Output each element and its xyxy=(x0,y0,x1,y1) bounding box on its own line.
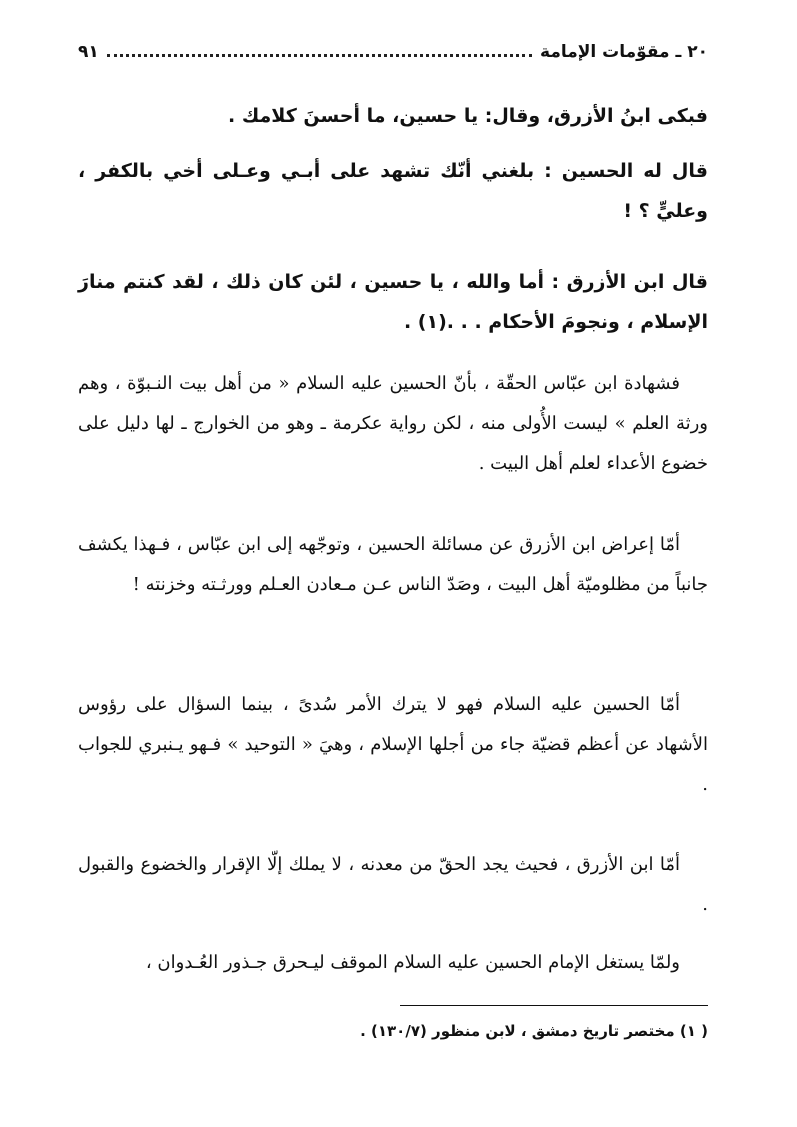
header-dot-leader xyxy=(107,54,532,57)
paragraph-5 xyxy=(78,943,708,983)
footnote-divider xyxy=(400,1005,708,1006)
body-paragraph: أمّا إعراض ابن الأزرق عن مسائلة الحسين ، وتوجّهه إلى ابن عبّاس ، فـهذا يكشف جانباً من مظلوميّة أهل البيت ، وصَدّ الناس عـن مـعادن العـلم وورثـته وخزنته ! xyxy=(78,534,708,595)
body-paragraph: فشهادة ابن عبّاس الحقّة ، بأنّ الحسين عليه السلام « من أهل بيت النـبوّة ، وهم ورثة العلم » ليست الأُولى منه ، لكن رواية عكرمة ـ وهو من الخوارج ـ لها دليل على خضوع الأعداء لعلم أهل البيت . xyxy=(78,373,708,474)
quote-block-2 xyxy=(78,151,708,231)
quote-line: فبكى ابنُ الأزرق، وقال: يا حسين، ما أحسنَ كلامك . xyxy=(227,105,708,127)
page-number: ٩١ xyxy=(78,42,99,62)
body-paragraph: ولمّا يستغل الإمام الحسين عليه السلام الموقف ليـحرق جـذور العُـدوان ، xyxy=(145,952,680,973)
quote-block-3 xyxy=(78,262,708,342)
paragraph-4 xyxy=(78,845,708,925)
running-title: ٢٠ ـ مقوّمات الإمامة xyxy=(540,42,708,62)
paragraph-1 xyxy=(78,364,708,484)
page-header xyxy=(78,30,708,62)
paragraph-2 xyxy=(78,525,708,605)
quote-line: قال ابن الأزرق : أما والله ، يا حسين ، لئن كان ذلك ، لقد كنتم منارَ الإسلام ، ونجومَ الأحكام . . .(١) . xyxy=(78,271,708,333)
quote-block-1 xyxy=(78,96,708,136)
footnote: ( ١) مختصر تاريخ دمشق ، لابن منظور (١٣٠/٧) . xyxy=(360,1022,708,1040)
body-paragraph: أمّا الحسين عليه السلام فهو لا يترك الأمر سُدىً ، بينما السؤال على رؤوس الأشهاد عن أعظم قضيّة جاء من أجلها الإسلام ، وهيَ « التوحيد » فـهو يـنبري للجواب . xyxy=(78,694,708,795)
quote-line: قال له الحسين : بلغني أنّك تشهد على أبـي وعـلى أخي بالكفر ، وعليٍّ ؟ ! xyxy=(78,160,708,222)
paragraph-3 xyxy=(78,685,708,805)
body-paragraph: أمّا ابن الأزرق ، فحيث يجد الحقّ من معدنه ، لا يملك إلّا الإقرار والخضوع والقبول . xyxy=(78,854,708,915)
